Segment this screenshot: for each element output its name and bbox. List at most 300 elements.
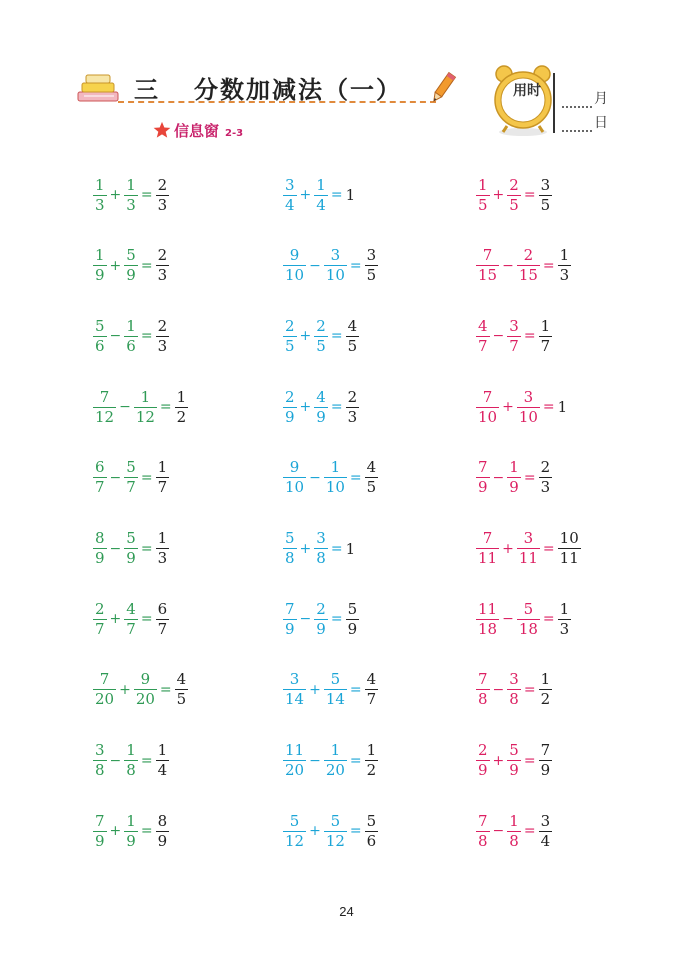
denominator: 9 (509, 761, 519, 780)
fraction-problem (283, 594, 359, 644)
numerator: 9 (140, 670, 151, 689)
numerator: 1 (176, 387, 187, 406)
numerator: 2 (157, 316, 168, 335)
denominator: 3 (157, 266, 168, 285)
operator: + (109, 611, 122, 628)
first-fraction (283, 460, 306, 495)
denominator: 2 (540, 690, 551, 709)
numerator: 1 (559, 246, 570, 265)
answer (539, 460, 553, 495)
first-fraction (476, 599, 499, 638)
fraction-problem (476, 665, 552, 715)
numerator: 2 (157, 175, 168, 194)
numerator: 11 (285, 741, 305, 760)
denominator: 3 (95, 195, 105, 214)
fraction-problem (476, 524, 581, 574)
operator: + (492, 752, 505, 769)
first-fraction (476, 387, 499, 426)
numerator: 4 (126, 599, 136, 618)
numerator: 3 (523, 529, 534, 547)
day-blank[interactable] (562, 130, 592, 132)
numerator: 7 (482, 246, 493, 265)
operator: − (492, 328, 505, 345)
operator: − (119, 399, 131, 416)
first-fraction (476, 248, 499, 283)
denominator: 9 (478, 761, 488, 780)
denominator: 2 (366, 761, 377, 780)
second-fraction (507, 460, 521, 495)
second-fraction (517, 531, 540, 566)
operator: + (109, 823, 122, 840)
first-fraction (283, 743, 306, 778)
second-fraction (124, 743, 138, 778)
denominator: 9 (285, 407, 295, 426)
first-fraction (93, 248, 107, 283)
numerator: 3 (523, 387, 534, 406)
denominator: 9 (95, 549, 105, 567)
denominator: 5 (347, 336, 358, 355)
numerator: 8 (157, 811, 168, 830)
denominator: 15 (518, 266, 538, 285)
fraction-problem (93, 382, 188, 432)
answer: 1 (557, 398, 568, 417)
first-fraction (93, 672, 116, 707)
denominator: 7 (540, 336, 551, 355)
fraction-problem (93, 170, 169, 220)
problem-row (0, 241, 693, 291)
fraction-problem (283, 170, 355, 220)
denominator: 5 (176, 690, 187, 709)
second-fraction (507, 672, 521, 707)
numerator: 1 (126, 811, 136, 830)
denominator: 8 (478, 690, 488, 709)
denominator: 14 (285, 690, 305, 709)
answer: 1 (345, 539, 356, 558)
denominator: 9 (316, 407, 326, 426)
answer (365, 672, 379, 707)
equals-sign: = (349, 257, 362, 274)
denominator: 18 (518, 619, 538, 638)
operator: − (502, 611, 514, 628)
numerator: 1 (126, 741, 136, 760)
first-fraction (476, 743, 490, 778)
numerator: 5 (126, 458, 136, 477)
problem-row (0, 806, 693, 856)
operator: + (109, 187, 122, 203)
second-fraction (507, 811, 521, 850)
second-fraction (324, 811, 347, 850)
page-header (0, 0, 693, 160)
answer (156, 175, 170, 214)
operator: − (492, 681, 505, 698)
first-fraction (283, 175, 297, 214)
numerator: 9 (289, 246, 300, 265)
first-fraction (283, 531, 297, 566)
answer (558, 599, 572, 638)
operator: − (309, 469, 321, 486)
problem-row (0, 665, 693, 715)
equals-sign: = (523, 328, 536, 345)
denominator: 5 (478, 195, 488, 214)
denominator: 4 (540, 831, 551, 850)
numerator: 4 (176, 670, 187, 689)
second-fraction (314, 531, 328, 566)
numerator: 1 (366, 741, 377, 760)
numerator: 3 (316, 529, 326, 547)
operator: − (309, 257, 321, 274)
equals-sign: = (330, 540, 343, 557)
denominator: 9 (126, 549, 136, 567)
page-title (134, 70, 402, 105)
denominator: 20 (135, 690, 155, 709)
month-blank[interactable] (562, 106, 592, 108)
answer (365, 460, 379, 495)
denominator: 7 (478, 336, 488, 355)
answer (365, 743, 379, 778)
answer (156, 599, 170, 638)
numerator: 8 (95, 529, 105, 547)
answer: 1 (345, 186, 356, 204)
denominator: 9 (157, 831, 168, 850)
equals-sign: = (330, 328, 343, 345)
answer (558, 531, 581, 566)
denominator: 8 (95, 761, 105, 780)
numerator: 4 (478, 316, 488, 335)
numerator: 2 (509, 175, 519, 194)
denominator: 6 (95, 336, 105, 355)
info-window-label (153, 120, 243, 141)
denominator: 7 (157, 478, 168, 497)
fraction-problem (283, 665, 378, 715)
first-fraction (283, 387, 297, 426)
numerator: 3 (540, 175, 551, 194)
numerator: 1 (126, 316, 136, 335)
numerator: 7 (285, 599, 295, 618)
answer (175, 672, 189, 707)
numerator: 2 (347, 387, 358, 406)
equals-sign: = (523, 752, 536, 769)
denominator: 3 (347, 407, 358, 426)
denominator: 10 (518, 407, 538, 426)
operator: − (492, 823, 505, 840)
first-fraction (93, 599, 107, 638)
second-fraction (124, 175, 138, 214)
fraction-problem (93, 665, 188, 715)
operator: + (299, 187, 312, 203)
second-fraction (124, 531, 138, 566)
numerator: 1 (140, 387, 151, 406)
denominator: 4 (157, 761, 168, 780)
numerator: 10 (559, 529, 579, 547)
pencil-icon (428, 70, 458, 106)
numerator: 7 (478, 811, 488, 830)
denominator: 18 (478, 619, 498, 638)
numerator: 3 (95, 741, 105, 760)
denominator: 9 (540, 761, 551, 780)
second-fraction (517, 599, 540, 638)
second-fraction (324, 743, 347, 778)
month-field[interactable] (562, 88, 608, 108)
denominator: 9 (316, 619, 326, 638)
clock-label: 用时 (513, 83, 541, 99)
numerator: 7 (540, 741, 551, 760)
denominator: 4 (285, 195, 295, 214)
denominator: 9 (509, 478, 519, 497)
equals-sign: = (542, 540, 555, 557)
second-fraction (124, 460, 138, 495)
numerator: 1 (95, 246, 105, 265)
second-fraction (134, 387, 157, 426)
numerator: 1 (509, 458, 519, 477)
denominator: 7 (366, 690, 377, 709)
fraction-problem (93, 524, 169, 574)
denominator: 7 (126, 478, 136, 497)
numerator: 1 (126, 175, 136, 194)
first-fraction (476, 316, 490, 355)
numerator: 5 (330, 811, 341, 830)
first-fraction (283, 811, 306, 850)
denominator: 12 (325, 831, 345, 850)
numerator: 5 (289, 811, 300, 830)
second-fraction (324, 460, 347, 495)
operator: + (299, 328, 312, 345)
day-label: 日 (594, 115, 608, 131)
fraction-problem (93, 736, 169, 786)
denominator: 3 (540, 478, 551, 497)
numerator: 6 (157, 599, 168, 618)
denominator: 9 (347, 619, 358, 638)
fraction-problem (93, 311, 169, 361)
operator: + (299, 540, 312, 557)
day-field[interactable] (562, 112, 608, 132)
numerator: 2 (316, 599, 326, 618)
fraction-problem (283, 241, 378, 291)
numerator: 5 (126, 246, 136, 265)
operator: + (502, 540, 514, 557)
equals-sign: = (523, 187, 536, 203)
problem-row (0, 594, 693, 644)
denominator: 14 (325, 690, 345, 709)
numerator: 5 (509, 741, 519, 760)
second-fraction (134, 672, 157, 707)
second-fraction (324, 672, 347, 707)
denominator: 4 (316, 195, 326, 214)
first-fraction (476, 531, 499, 566)
denominator: 11 (478, 549, 498, 567)
equals-sign: = (159, 399, 172, 416)
equals-sign: = (330, 187, 343, 203)
answer (156, 531, 170, 566)
first-fraction (476, 175, 490, 214)
second-fraction (124, 811, 138, 850)
operator: + (309, 823, 321, 840)
denominator: 5 (509, 195, 519, 214)
denominator: 3 (157, 336, 168, 355)
numerator: 7 (99, 387, 110, 406)
numerator: 4 (316, 387, 326, 406)
operator: + (299, 399, 312, 416)
first-fraction (93, 387, 116, 426)
operator: − (109, 469, 122, 486)
fraction-problem (476, 382, 567, 432)
answer (346, 599, 360, 638)
denominator: 3 (559, 619, 570, 638)
operator: − (502, 257, 514, 274)
numerator: 5 (330, 670, 341, 689)
operator: − (492, 469, 505, 486)
problem-row (0, 736, 693, 786)
second-fraction (314, 599, 328, 638)
equals-sign: = (140, 328, 153, 345)
denominator: 3 (157, 549, 168, 567)
numerator: 7 (95, 811, 105, 830)
denominator: 20 (95, 690, 115, 709)
equals-sign: = (349, 469, 362, 486)
equals-sign: = (349, 681, 362, 698)
fraction-problem (476, 736, 552, 786)
denominator: 5 (285, 336, 295, 355)
denominator: 9 (285, 619, 295, 638)
operator: + (502, 399, 514, 416)
fraction-problem (476, 453, 552, 503)
info-window-text: 信息窗 (174, 122, 220, 140)
equals-sign: = (523, 823, 536, 840)
operator: − (109, 328, 122, 345)
numerator: 7 (478, 458, 488, 477)
problem-row (0, 524, 693, 574)
numerator: 3 (289, 670, 300, 689)
numerator: 1 (540, 316, 551, 335)
fraction-problem (283, 453, 378, 503)
answer (539, 811, 553, 850)
denominator: 8 (316, 549, 326, 567)
denominator: 8 (509, 690, 519, 709)
denominator: 7 (95, 619, 105, 638)
numerator: 1 (157, 458, 168, 477)
denominator: 10 (285, 266, 305, 285)
second-fraction (314, 175, 328, 214)
info-window-number: 2-3 (225, 128, 244, 139)
denominator: 7 (509, 336, 519, 355)
denominator: 9 (126, 831, 136, 850)
denominator: 12 (135, 407, 155, 426)
fraction-problem (283, 382, 359, 432)
operator: − (109, 752, 122, 769)
answer (539, 175, 553, 214)
first-fraction (283, 672, 306, 707)
denominator: 3 (126, 195, 136, 214)
numerator: 2 (285, 316, 295, 335)
denominator: 10 (478, 407, 498, 426)
denominator: 2 (176, 407, 187, 426)
second-fraction (314, 387, 328, 426)
numerator: 1 (330, 458, 341, 477)
equals-sign: = (523, 469, 536, 486)
answer (365, 811, 379, 850)
chapter-title: 分数加减法（一） (194, 76, 402, 104)
numerator: 5 (366, 811, 377, 830)
fraction-problem (476, 806, 552, 856)
second-fraction (507, 743, 521, 778)
equals-sign: = (542, 611, 555, 628)
numerator: 2 (316, 316, 326, 335)
header-divider (553, 73, 555, 133)
equals-sign: = (140, 187, 153, 203)
answer (539, 316, 553, 355)
equals-sign: = (542, 399, 555, 416)
equals-sign: = (140, 752, 153, 769)
equals-sign: = (542, 257, 555, 274)
first-fraction (283, 248, 306, 283)
denominator: 11 (518, 549, 538, 567)
first-fraction (476, 672, 490, 707)
numerator: 11 (478, 599, 498, 618)
first-fraction (93, 811, 107, 850)
second-fraction (124, 248, 138, 283)
denominator: 10 (325, 478, 345, 497)
numerator: 2 (95, 599, 105, 618)
fraction-problem (476, 594, 571, 644)
denominator: 5 (366, 478, 377, 497)
second-fraction (124, 599, 138, 638)
numerator: 3 (509, 670, 519, 689)
equals-sign: = (159, 681, 172, 698)
answer (558, 248, 572, 283)
fraction-problem (283, 806, 378, 856)
answer (156, 460, 170, 495)
numerator: 2 (478, 741, 488, 760)
chapter-number: 三 (134, 76, 160, 104)
numerator: 7 (478, 670, 488, 689)
denominator: 9 (478, 478, 488, 497)
denominator: 20 (325, 761, 345, 780)
denominator: 9 (95, 266, 105, 285)
denominator: 12 (285, 831, 305, 850)
answer (346, 387, 360, 426)
numerator: 1 (316, 175, 326, 194)
denominator: 8 (509, 831, 519, 850)
answer (346, 316, 360, 355)
numerator: 9 (289, 458, 300, 477)
fraction-problem (93, 453, 169, 503)
problem-row (0, 382, 693, 432)
equals-sign: = (330, 611, 343, 628)
numerator: 4 (366, 670, 377, 689)
denominator: 7 (126, 619, 136, 638)
numerator: 1 (559, 599, 570, 618)
alarm-clock-icon (493, 62, 553, 138)
equals-sign: = (140, 823, 153, 840)
problem-row (0, 311, 693, 361)
operator: − (109, 540, 122, 557)
fraction-problem (93, 594, 169, 644)
denominator: 6 (366, 831, 377, 850)
denominator: 6 (126, 336, 136, 355)
denominator: 7 (157, 619, 168, 638)
numerator: 5 (285, 529, 295, 547)
numerator: 5 (95, 316, 105, 335)
second-fraction (507, 316, 521, 355)
numerator: 3 (330, 246, 341, 265)
first-fraction (93, 460, 107, 495)
numerator: 5 (523, 599, 534, 618)
operator: + (309, 681, 321, 698)
denominator: 9 (95, 831, 105, 850)
numerator: 4 (347, 316, 358, 335)
numerator: 4 (366, 458, 377, 477)
numerator: 1 (95, 175, 105, 194)
denominator: 15 (478, 266, 498, 285)
